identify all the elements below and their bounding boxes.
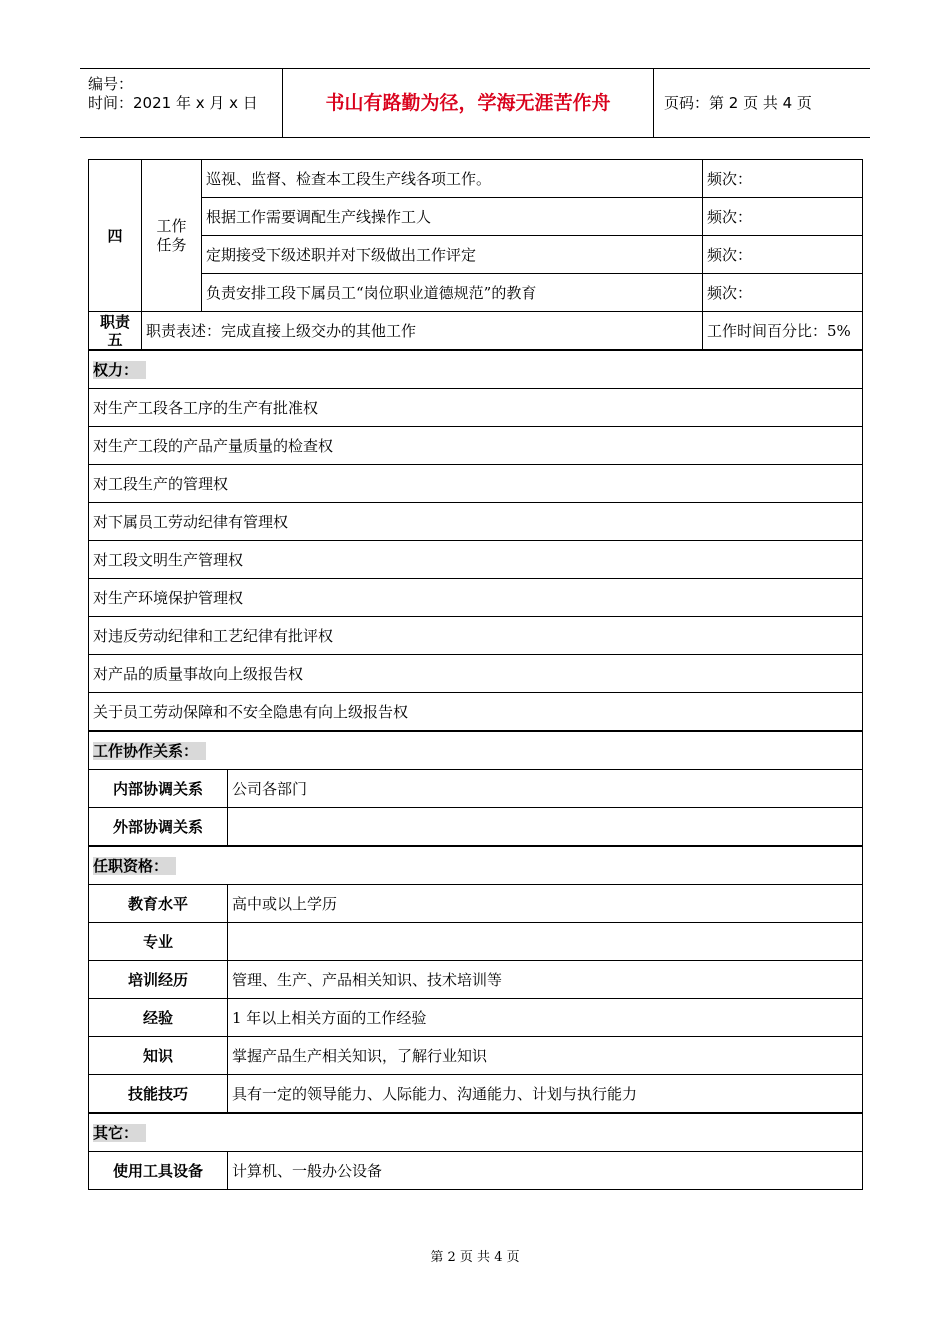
task-text: 巡视、监督、检查本工段生产线各项工作。 — [202, 160, 703, 198]
qualification-label: 经验 — [89, 999, 228, 1037]
page-footer: 第 2 页 共 4 页 — [430, 1250, 520, 1265]
task-label — [142, 160, 202, 312]
work-time-percentage: 工作时间百分比：5% — [703, 312, 863, 351]
qualification-title-text: 任职资格： — [93, 857, 176, 875]
task-frequency: 频次： — [703, 160, 863, 198]
page-info: 页码：第 2 页 共 4 页 — [664, 94, 812, 112]
task-row — [89, 274, 863, 312]
task-text: 定期接受下级述职并对下级做出工作评定 — [202, 236, 703, 274]
duty-label — [89, 312, 142, 351]
task-row — [89, 236, 863, 274]
document-number-label: 编号： — [88, 75, 134, 93]
task-frequency: 频次： — [703, 198, 863, 236]
task-row — [89, 160, 863, 198]
qualification-title — [89, 846, 863, 885]
task-frequency: 频次： — [703, 274, 863, 312]
document-time: 时间：2021 年 x 月 x 日 — [88, 94, 258, 112]
qualification-label: 专业 — [89, 923, 228, 961]
other-title-text: 其它： — [93, 1124, 146, 1142]
cooperation-title-text: 工作协作关系： — [93, 742, 206, 760]
qualification-value: 高中或以上学历 — [228, 885, 863, 923]
duty-label-line2: 五 — [107, 330, 123, 349]
qualification-label: 培训经历 — [89, 961, 228, 999]
tools-label: 使用工具设备 — [89, 1152, 228, 1190]
authority-title-text: 权力： — [93, 361, 146, 379]
task-text: 负责安排工段下属员工“岗位职业道德规范”的教育 — [202, 274, 703, 312]
cooperation-title — [89, 731, 863, 770]
qualification-label: 技能技巧 — [89, 1075, 228, 1114]
qualification-label: 教育水平 — [89, 885, 228, 923]
task-row — [89, 198, 863, 236]
duty-label-line1: 职责 — [99, 312, 130, 331]
authority-item: 关于员工劳动保障和不安全隐患有向上级报告权 — [89, 693, 863, 732]
other-title — [89, 1113, 863, 1152]
qualification-value — [228, 923, 863, 961]
task-text: 根据工作需要调配生产线操作工人 — [202, 198, 703, 236]
authority-item: 对生产工段各工序的生产有批准权 — [89, 389, 863, 427]
authority-item: 对工段生产的管理权 — [89, 465, 863, 503]
external-coordination-label: 外部协调关系 — [89, 808, 228, 847]
qualification-value: 1 年以上相关方面的工作经验 — [228, 999, 863, 1037]
external-coordination-value — [228, 808, 863, 847]
authority-item: 对生产工段的产品产量质量的检查权 — [89, 427, 863, 465]
authority-item: 对工段文明生产管理权 — [89, 541, 863, 579]
authority-item: 对产品的质量事故向上级报告权 — [89, 655, 863, 693]
authority-title — [89, 350, 863, 389]
tools-value: 计算机、一般办公设备 — [228, 1152, 863, 1190]
authority-item: 对违反劳动纪律和工艺纪律有批评权 — [89, 617, 863, 655]
job-description-table — [88, 159, 863, 1190]
authority-item: 对下属员工劳动纪律有管理权 — [89, 503, 863, 541]
task-label-line1: 工作 — [156, 216, 187, 235]
internal-coordination-label: 内部协调关系 — [89, 770, 228, 808]
authority-item: 对生产环境保护管理权 — [89, 579, 863, 617]
duty-description: 职责表述：完成直接上级交办的其他工作 — [142, 312, 703, 351]
duty-row — [89, 312, 863, 351]
qualification-value: 管理、生产、产品相关知识、技术培训等 — [228, 961, 863, 999]
internal-coordination-value: 公司各部门 — [228, 770, 863, 808]
qualification-value: 具有一定的领导能力、人际能力、沟通能力、计划与执行能力 — [228, 1075, 863, 1114]
section-number: 四 — [89, 160, 142, 312]
qualification-label: 知识 — [89, 1037, 228, 1075]
qualification-value: 掌握产品生产相关知识，了解行业知识 — [228, 1037, 863, 1075]
header-motto: 书山有路勤为径，学海无涯苦作舟 — [283, 69, 654, 137]
task-label-line2: 任务 — [156, 235, 187, 254]
page-header — [80, 68, 870, 138]
task-frequency: 频次： — [703, 236, 863, 274]
header-meta — [80, 69, 283, 137]
